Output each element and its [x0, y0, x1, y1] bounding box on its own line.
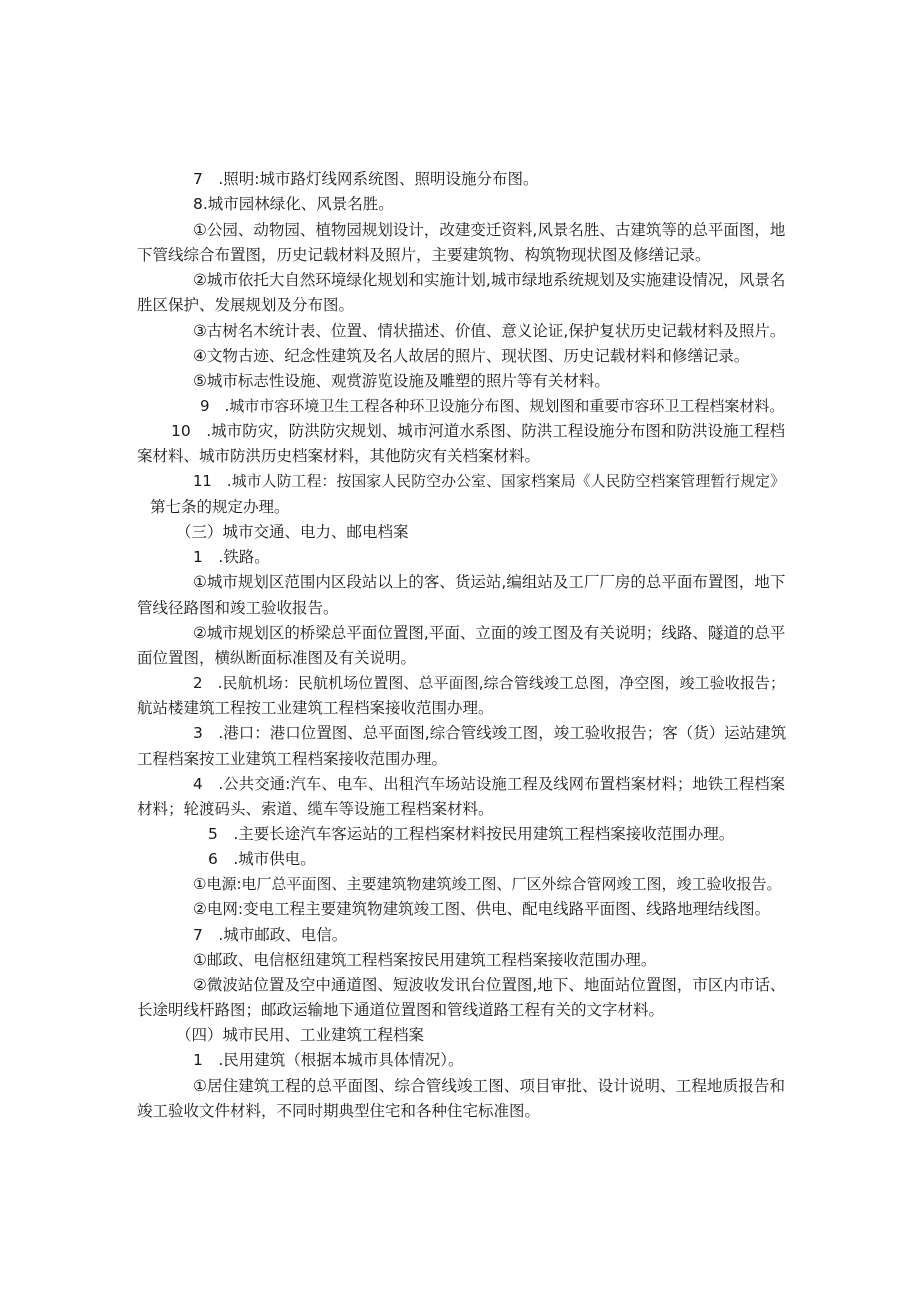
text-line: 9 .城市市容环境卫生工程各种环卫设施分布图、规划图和重要市容环卫工程档案材料。 — [200, 397, 785, 415]
text-line: ①居住建筑工程的总平面图、综合管线竣工图、项目审批、设计说明、工程地质报告和 — [193, 1077, 785, 1095]
section-heading: （四）城市民用、工业建筑工程档案 — [176, 1026, 425, 1044]
text-line: 6 .城市供电。 — [208, 850, 316, 868]
text-line: 2 .民航机场：民航机场位置图、总平面图,综合管线竣工总图，净空图，竣工验收报告； — [193, 674, 785, 692]
text-line: ③古树名木统计表、位置、情状描述、价值、意义论证,保护复状历史记载材料及照片。 — [193, 322, 786, 340]
text-line: ⑤城市标志性设施、观赏游览设施及雕塑的照片等有关材料。 — [193, 372, 610, 390]
text-line: ①城市规划区范围内区段站以上的客、货运站,编组站及工厂厂房的总平面布置图，地下 — [193, 573, 786, 591]
text-line: ①邮政、电信枢纽建筑工程档案按民用建筑工程档案接收范围办理。 — [193, 951, 657, 969]
text-line: 工程档案按工业建筑工程档案接收范围办理。 — [137, 750, 448, 768]
text-line: 7 .照明:城市路灯线网系统图、照明设施分布图。 — [193, 170, 539, 188]
text-line: 管线径路图和竣工验收报告。 — [137, 599, 339, 617]
text-line: ①公园、动物园、植物园规划设计，改建变迁资料,风景名胜、古建筑等的总平面图，地 — [193, 221, 786, 239]
text-line: 面位置图，横纵断面标准图及有关说明。 — [137, 649, 417, 667]
text-line: 11 .城市人防工程：按国家人民防空办公室、国家档案局《人民防空档案管理暂行规定》 — [193, 473, 785, 490]
text-line: 3 .港口：港口位置图、总平面图,综合管线竣工图，竣工验收报告；客（货）运站建筑 — [193, 724, 787, 742]
text-line: ②城市依托大自然环境绿化规划和实施计划,城市绿地系统规划及实施建设情况，风景名 — [193, 271, 786, 289]
text-line: 竣工验收文件材料，不同时期典型住宅和各种住宅标准图。 — [137, 1102, 541, 1120]
text-line: 第七条的规定办理。 — [150, 498, 290, 516]
text-line: 下管线综合布置图，历史记载材料及照片，主要建筑物、构筑物现状图及修缮记录。 — [137, 246, 711, 264]
text-line: 4 .公共交通:汽车、电车、出租汽车场站设施工程及线网布置档案材料；地铁工程档案 — [193, 775, 785, 793]
text-line: ②微波站位置及空中通道图、短波收发讯台位置图,地下、地面站位置图，市区内市话、 — [193, 976, 786, 994]
text-line: 材料；轮渡码头、索道、缆车等设施工程档案材料。 — [137, 800, 494, 818]
text-line: 案材料、城市防洪历史档案材料，其他防灾有关档案材料。 — [137, 447, 541, 465]
text-line: ④文物古迹、纪念性建筑及名人故居的照片、现状图、历史记载材料和修缮记录。 — [193, 347, 750, 365]
text-line: 5 .主要长途汽车客运站的工程档案材料按民用建筑工程档案接收范围办理。 — [208, 825, 735, 843]
text-line: ①电源:电厂总平面图、主要建筑物建筑竣工图、厂区外综合管网竣工图，竣工验收报告。 — [193, 875, 782, 893]
text-line: ②电网:变电工程主要建筑物建筑竣工图、供电、配电线路平面图、线路地理结线图。 — [193, 900, 771, 918]
text-line: 长途明线杆路图；邮政运输地下通道位置图和管线道路工程有关的文字材料。 — [137, 1001, 665, 1019]
section-heading: （三）城市交通、电力、邮电档案 — [176, 523, 409, 541]
text-line: 1 .铁路。 — [193, 548, 270, 566]
text-line: 10 .城市防灾，防洪防灾规划、城市河道水系图、防洪工程设施分布图和防洪设施工程档 — [171, 422, 785, 440]
text-line: ②城市规划区的桥梁总平面位置图,平面、立面的竣工图及有关说明；线路、隧道的总平 — [193, 624, 786, 642]
text-line: 7 .城市邮政、电信。 — [193, 926, 348, 944]
text-line: 1 .民用建筑（根据本城市具体情况）。 — [193, 1051, 464, 1069]
text-line: 航站楼建筑工程按工业建筑工程档案接收范围办理。 — [137, 699, 494, 717]
text-line: 胜区保护、发展规划及分布图。 — [137, 296, 355, 314]
text-line: 8.城市园林绿化、风景名胜。 — [193, 195, 394, 213]
